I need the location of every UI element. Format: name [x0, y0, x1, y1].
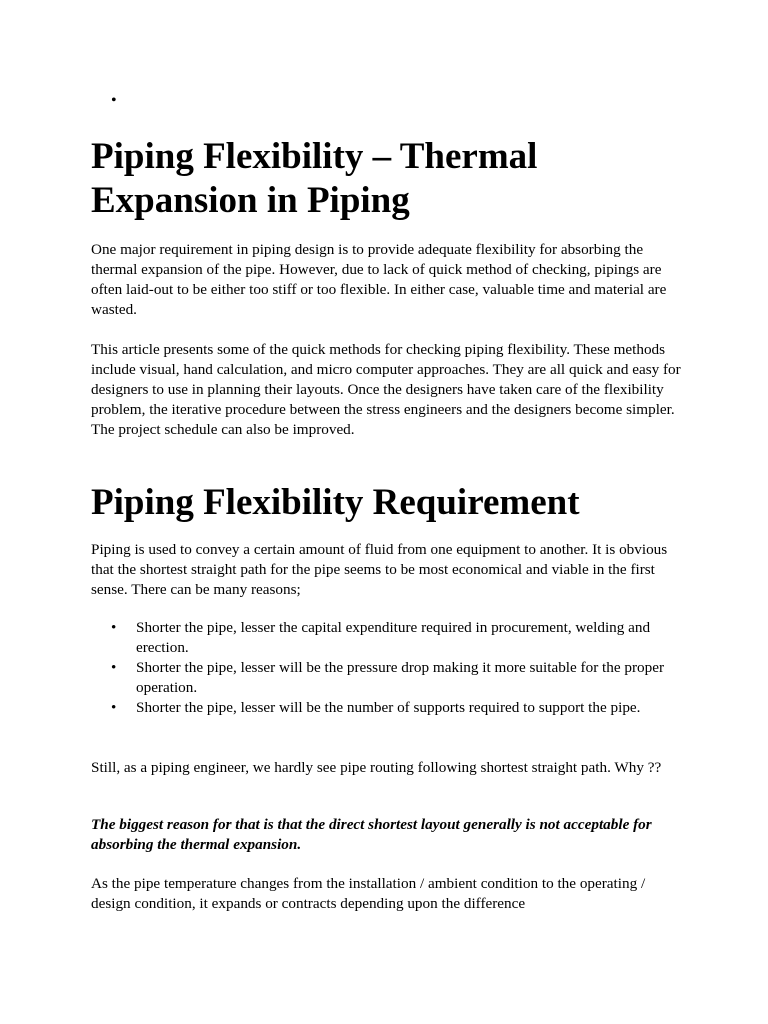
section-paragraph-2: Still, as a piping engineer, we hardly see pipe routing following shortest straight path. Why ?? — [91, 759, 662, 776]
list-item — [111, 618, 681, 658]
page-title: Piping Flexibility – Thermal Expansion in Piping — [91, 136, 538, 221]
list-item-text: Shorter the pipe, lesser will be the number of supports required to support the pipe. — [136, 699, 641, 716]
emphasis-paragraph: The biggest reason for that is that the direct shortest layout generally is not acceptable for absorbing the thermal expansion. — [91, 816, 652, 853]
stray-bullet-icon: • — [111, 92, 117, 109]
section-paragraph-1: Piping is used to convey a certain amount of fluid from one equipment to another. It is obvious that the shortest straight path for the pipe seems to be most economical and viable in the first sense. There can be many reasons; — [91, 541, 668, 598]
bullet-icon: • — [111, 619, 117, 636]
list-item-text: Shorter the pipe, lesser will be the pressure drop making it more suitable for the proper operation. — [136, 659, 665, 696]
section-heading: Piping Flexibility Requirement — [91, 482, 580, 523]
list-item — [111, 658, 681, 698]
list-item — [111, 698, 681, 718]
list-item-text: Shorter the pipe, lesser the capital expenditure required in procurement, welding and erection. — [136, 619, 651, 656]
reasons-list — [111, 618, 681, 718]
bullet-icon: • — [111, 659, 117, 676]
bullet-icon: • — [111, 699, 117, 716]
intro-paragraph-2: This article presents some of the quick methods for checking piping flexibility. These methods include visual, hand calculation, and micro computer approaches. They are all quick and easy for designers to use in planning their layouts. Once the designers have taken care of the flexibility problem, the iterative procedure between the stress engineers and the designers become simpler. The project schedule can also be improved. — [91, 341, 681, 438]
section-paragraph-3: As the pipe temperature changes from the installation / ambient condition to the operating / design condition, it expands or contracts depending upon the difference — [91, 875, 646, 912]
intro-paragraph-1: One major requirement in piping design is to provide adequate flexibility for absorbing the thermal expansion of the pipe. However, due to lack of quick method of checking, pipings are often laid-out to be either too stiff or too flexible. In either case, valuable time and material are wasted. — [91, 241, 667, 318]
